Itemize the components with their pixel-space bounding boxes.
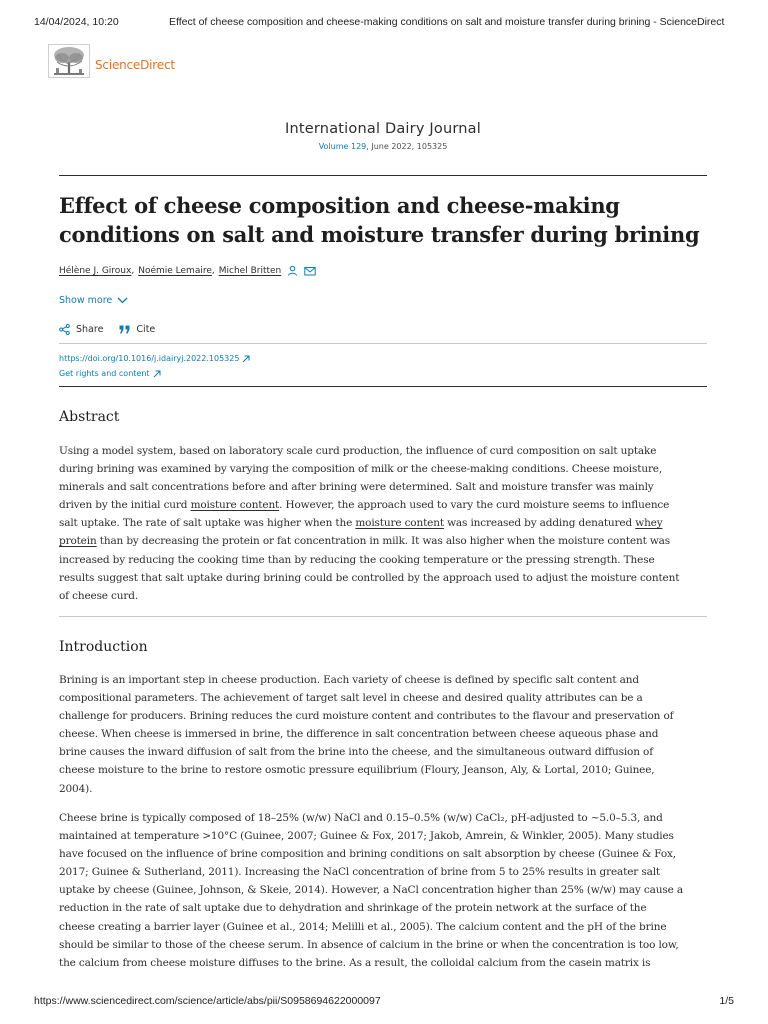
abstract-heading: Abstract	[59, 409, 120, 425]
text-line: should be similar to those of the cheese serum. In absence of calcium in the brine or when the concentration is too low,	[59, 938, 679, 951]
sciencedirect-logo[interactable]	[48, 44, 175, 78]
print-header	[34, 16, 734, 28]
text-fragment: driven by the initial curd	[59, 499, 191, 512]
external-arrow-icon	[153, 370, 161, 378]
share-label: Share	[76, 324, 104, 335]
actions-divider	[59, 343, 707, 344]
print-page-number: 1/5	[719, 995, 734, 1007]
text-line	[59, 496, 711, 514]
text-fragment: than by decreasing the protein or fat concentration in milk. It was also higher when the moisture content was	[96, 535, 671, 548]
text-line: 2004).	[59, 782, 93, 795]
text-line: of cheese curd.	[59, 589, 139, 602]
text-line: compositional parameters. The achievement of target salt level in cheese and desired quality attributes can be a	[59, 692, 643, 705]
envelope-icon[interactable]	[304, 266, 316, 276]
quote-icon	[119, 325, 130, 334]
text-line: Brining is an important step in cheese production. Each variety of cheese is defined by specific salt content and	[59, 674, 639, 686]
cite-button[interactable]	[119, 324, 155, 335]
text-line: brine causes the inward diffusion of salt from the brine into the cheese, and the simultaneous outward diffusion of	[59, 746, 653, 759]
text-line: Cheese brine is typically composed of 18–25% (w/w) NaCl and 0.15–0.5% (w/w) CaCl₂, pH-adjusted to ~5.0–5.3, and	[59, 812, 663, 824]
text-line: the calcium from cheese moisture diffuses to the brine. As a result, the colloidal calcium from the casein matrix is	[59, 956, 651, 969]
text-line: increased by reducing the cooking time than by reducing the cooking temperature or the pressing strength. These	[59, 553, 655, 566]
text-line: reduction in the rate of salt uptake due to dehydration and shrinkage of the protein network at the surface of the	[59, 902, 647, 915]
title-line: conditions on salt and moisture transfer during brining	[59, 222, 700, 247]
author-separator: ,	[211, 265, 215, 276]
author-link[interactable]: Hélène J. Giroux	[59, 265, 132, 276]
elsevier-tree-icon	[48, 44, 90, 78]
topic-link-whey-protein[interactable]: protein	[59, 535, 97, 548]
print-url: https://www.sciencedirect.com/science/article/abs/pii/S0958694622000097	[34, 995, 381, 1007]
print-footer	[34, 995, 734, 1007]
share-button[interactable]	[59, 324, 103, 335]
author-list	[59, 265, 316, 276]
abstract-text	[59, 442, 711, 605]
text-line: results suggest that salt uptake during brining could be controlled by the approach used to adjust the moisture content	[59, 571, 680, 584]
article-title	[59, 191, 707, 249]
doi-text: https://doi.org/10.1016/j.idairyj.2022.105325	[59, 354, 240, 363]
section-divider	[59, 616, 707, 617]
journal-name[interactable]: International Dairy Journal	[285, 121, 481, 137]
text-fragment: salt uptake. The rate of salt uptake was higher when the	[59, 517, 356, 530]
brand-name: ScienceDirect	[95, 58, 175, 72]
text-line: cheese moisture to the brine to restore osmotic pressure equilibrium (Floury, Jeanson, Aly, & Lortal, 2010; Guinee,	[59, 764, 655, 777]
article-actions	[59, 324, 171, 335]
text-line: 2017; Guinee & Sutherland, 2011). Increasing the NaCl concentration of brine from 5 to 25% results in greater salt	[59, 866, 660, 879]
issue-info: , June 2022, 105325	[366, 142, 448, 151]
doi-link[interactable]	[59, 351, 250, 366]
introduction-heading: Introduction	[59, 639, 148, 655]
volume-link[interactable]: Volume 129	[318, 142, 367, 151]
text-line: maintained at temperature >10°C (Guinee, 2007; Guinee & Fox, 2017; Jakob, Amrein, & Winkler, 2005). Many studies	[59, 830, 674, 843]
title-line: Effect of cheese composition and cheese-making	[59, 193, 620, 218]
author-link[interactable]: Noémie Lemaire	[138, 265, 212, 276]
share-icon	[59, 324, 70, 335]
cite-label: Cite	[136, 324, 156, 335]
text-fragment: . However, the approach used to vary the curd moisture seems to influence	[279, 499, 670, 512]
rights-link[interactable]	[59, 366, 250, 381]
text-line: during brining was examined by varying the composition of milk or the cheese-making conditions. Cheese moisture,	[59, 463, 663, 476]
show-more-label: Show more	[59, 295, 113, 306]
print-date: 14/04/2024, 10:20	[34, 16, 119, 28]
header-divider	[59, 175, 707, 176]
text-line	[59, 532, 711, 550]
chevron-down-icon	[117, 297, 128, 304]
text-line: challenge for producers. Brining reduces the curd moisture content and contributes to the flavour and preservation of	[59, 710, 674, 723]
text-line	[59, 514, 711, 532]
author-separator: ,	[131, 265, 135, 276]
author-link[interactable]: Michel Britten	[218, 265, 282, 276]
show-more-toggle[interactable]	[59, 295, 128, 306]
journal-header	[59, 121, 707, 151]
intro-paragraph-2	[59, 809, 711, 972]
person-icon[interactable]	[287, 265, 298, 276]
section-divider	[59, 386, 707, 387]
topic-link-moisture-content[interactable]: moisture content	[355, 517, 444, 530]
topic-link-moisture-content[interactable]: moisture content	[190, 499, 280, 512]
topic-link-whey-protein[interactable]: whey	[635, 517, 663, 530]
text-line: Using a model system, based on laboratory scale curd production, the influence of curd composition on salt uptake	[59, 445, 657, 457]
text-line: uptake by cheese (Guinee, Johnson, & Skeie, 2014). However, a NaCl concentration higher than 25% (w/w) may cause a	[59, 884, 683, 897]
journal-meta	[59, 142, 707, 151]
external-arrow-icon	[242, 355, 250, 363]
text-line: cheese creating a barrier layer (Guinee et al., 2014; Melilli et al., 2005). The calcium content and the pH of the brine	[59, 920, 667, 933]
rights-text: Get rights and content	[59, 369, 150, 378]
text-line: have focused on the influence of brine composition and brining conditions on salt absorption by cheese (Guinee & Fox,	[59, 848, 676, 861]
print-page-title: Effect of cheese composition and cheese-making conditions on salt and moisture transfer during brining - ScienceDirect	[169, 16, 725, 28]
article-links	[59, 351, 250, 381]
text-line: cheese. When cheese is immersed in brine, the difference in salt concentration between cheese aqueous phase and	[59, 728, 659, 741]
intro-paragraph-1	[59, 671, 711, 798]
text-line: minerals and salt concentrations before and after brining were determined. Salt and moisture transfer was mainly	[59, 481, 654, 494]
text-fragment: was increased by adding denatured	[443, 517, 636, 530]
